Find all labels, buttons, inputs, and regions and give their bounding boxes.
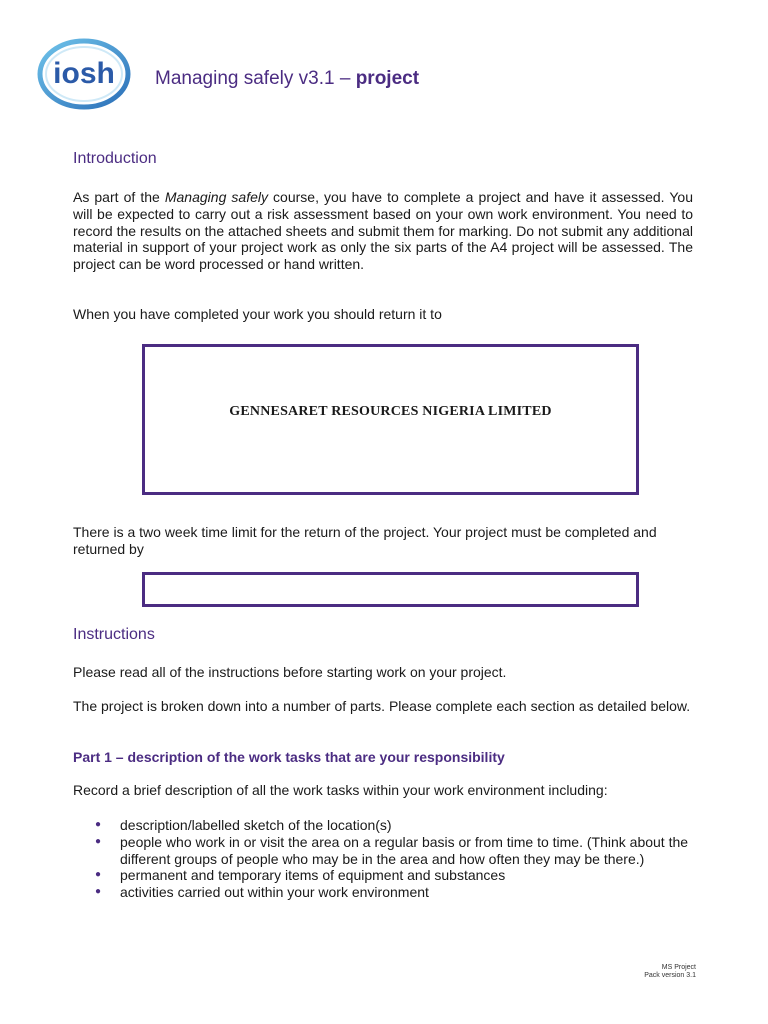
part1-intro: Record a brief description of all the work tasks within your work environment including: bbox=[73, 782, 608, 798]
return-instruction: When you have completed your work you should return it to bbox=[73, 306, 442, 322]
instructions-heading: Instructions bbox=[73, 626, 155, 643]
intro-paragraph: As part of the Managing safely course, you have to complete a project and have it assessed. You will be expected to carry out a risk assessment based on your own work environment. You need to record the results on the attached sheets and submit them for marking. Do not submit any additional material in support of your project work as only the six parts of the A4 project will be assessed. The project can be word processed or hand written. bbox=[73, 189, 693, 273]
list-item: ● description/labelled sketch of the location(s) bbox=[95, 817, 392, 833]
instructions-p2: The project is broken down into a number of parts. Please complete each section as detailed below. bbox=[73, 698, 691, 714]
instructions-p1: Please read all of the instructions before starting work on your project. bbox=[73, 664, 507, 680]
title-main: Managing safely v3.1 – bbox=[155, 68, 351, 89]
page-footer bbox=[644, 964, 696, 980]
list-item: ● people who work in or visit the area on a regular basis or from time to time. (Think about the different groups of people who may be in the area and how often they may be there.) bbox=[95, 833, 689, 867]
iosh-logo bbox=[37, 38, 131, 110]
footer-line1: MS Project bbox=[661, 964, 696, 971]
list-item: ● permanent and temporary items of equipment and substances bbox=[95, 867, 506, 884]
logo-text: iosh bbox=[53, 57, 115, 90]
return-date-box[interactable] bbox=[142, 572, 639, 607]
part1-heading: Part 1 – description of the work tasks that are your responsibility bbox=[73, 749, 505, 765]
return-address-box bbox=[142, 344, 639, 495]
bullet-icon: ● bbox=[95, 835, 102, 847]
document-title bbox=[155, 68, 419, 90]
introduction-heading: Introduction bbox=[73, 150, 157, 167]
bullet-icon: ● bbox=[95, 886, 102, 898]
time-limit-paragraph: There is a two week time limit for the return of the project. Your project must be completed and returned by bbox=[73, 524, 657, 557]
part1-bullet-list bbox=[95, 817, 695, 901]
title-bold: project bbox=[355, 68, 420, 89]
bullet-icon: ● bbox=[95, 819, 102, 830]
course-name: Managing safely bbox=[164, 189, 268, 205]
bullet-icon: ● bbox=[95, 869, 102, 881]
list-item: ● activities carried out within your work environment bbox=[95, 884, 429, 901]
company-name: GENNESARET RESOURCES NIGERIA LIMITED bbox=[229, 404, 552, 419]
footer-line2: Pack version 3.1 bbox=[644, 972, 696, 979]
